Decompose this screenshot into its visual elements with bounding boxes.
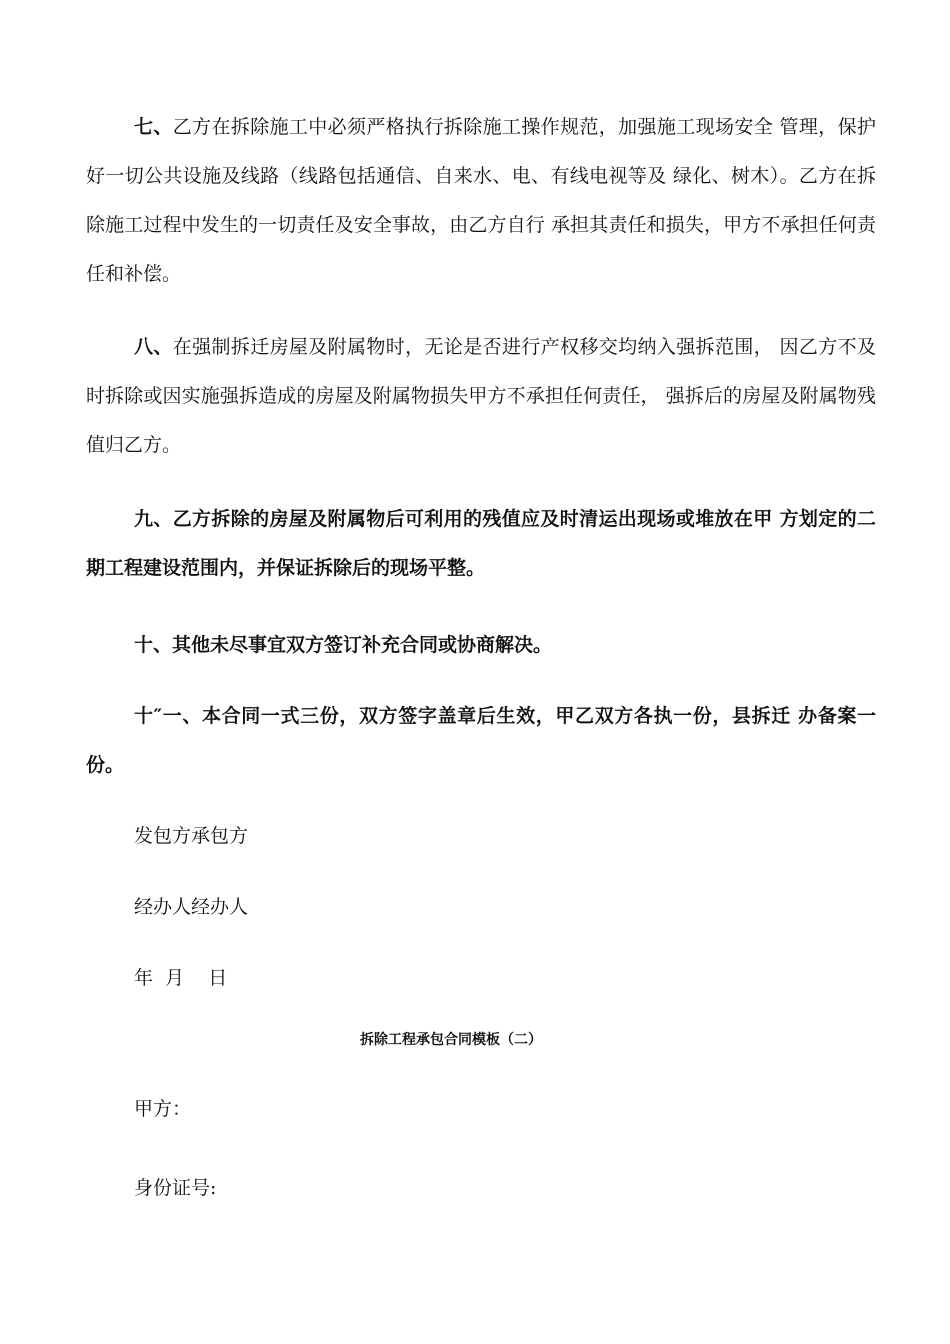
clause-11: 十″一、本合同一式三份，双方签字盖章后生效，甲乙双方各执一份，县拆迁 办备案一份。 xyxy=(86,705,876,776)
signature-agents: 经办人经办人 xyxy=(134,896,249,918)
clause-8 xyxy=(86,323,876,470)
clause-8-number: 八、 xyxy=(134,336,173,358)
clause-7-number: 七、 xyxy=(134,116,173,138)
signature-parties: 发包方承包方 xyxy=(134,825,249,847)
signature-date: 年 月 日 xyxy=(134,967,228,989)
clause-9: 九、乙方拆除的房屋及附属物后可利用的残值应及时清运出现场或堆放在甲 方划定的二期工程建设范围内，并保证拆除后的现场平整。 xyxy=(86,508,876,579)
id-number-label: 身份证号: xyxy=(134,1177,217,1199)
template-two-title: 拆除工程承包合同模板（二） xyxy=(360,1032,542,1048)
clause-8-text: 在强制拆迁房屋及附属物时，无论是否进行产权移交均纳入强拆范围， 因乙方不及时拆除或因实施强拆造成的房屋及附属物损失甲方不承担任何责任， 强拆后的房屋及附属物残值归乙方。 xyxy=(86,336,876,456)
contract-page xyxy=(86,103,876,1213)
clause-10: 十、其他未尽事宜双方签订补充合同或协商解决。 xyxy=(134,634,553,656)
party-a-label: 甲方： xyxy=(134,1098,192,1120)
clause-7-text: 乙方在拆除施工中必须严格执行拆除施工操作规范，加强施工现场安全 管理，保护好一切公共设施及线路（线路包括通信、自来水、电、有线电视等及 绿化、树木）。乙方在拆除施工过程中发生的一切责任及安全事故，由乙方自行 承担其责任和损失，甲方不承担任何责任和补偿。 xyxy=(86,116,876,285)
clause-7 xyxy=(86,103,876,299)
